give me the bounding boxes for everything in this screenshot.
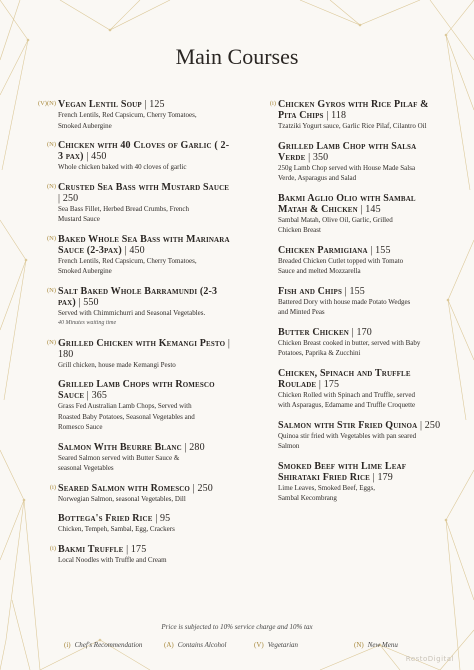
menu-item: [34, 544, 230, 566]
menu-item: [254, 286, 444, 318]
menu-item-price: | 350: [305, 151, 329, 163]
menu-item-name: [58, 286, 230, 308]
menu-item-description: Romesco Sauce: [58, 423, 103, 431]
dish-name: Salmon with Stir Fried Quinoa: [278, 419, 418, 431]
dish-name: Bottega's Fried Rice: [58, 513, 153, 524]
dish-name: Grilled Lamb Chops with Romesco Sauce: [58, 379, 215, 401]
dish-name: Fish and Chips: [278, 285, 342, 297]
price-value: 145: [365, 203, 381, 215]
menu-item-price: | 550: [75, 296, 99, 308]
menu-item-name: [58, 379, 230, 401]
menu-item-description: 250g Lamb Chop served with House Made Salsa: [278, 163, 416, 172]
menu-item-name: [58, 99, 230, 110]
menu-item-description: Chicken Breast cooked in butter, served with Baby: [278, 338, 421, 347]
page-title: Main Courses: [175, 44, 299, 69]
menu-item-description: Seared Salmon served with Butter Sauce &: [58, 453, 180, 462]
dish-name: Bakmi Aglio Olio with Sambal Matah & Chicken: [278, 192, 416, 215]
menu-item-marker: (V)(N): [37, 100, 56, 107]
right-menu-column: [254, 99, 444, 513]
menu-item-name: [278, 141, 444, 163]
menu-item-description: seasonal Vegetables: [58, 464, 114, 472]
menu-item: [254, 420, 444, 452]
menu-item-description: Smoked Aubergine: [58, 267, 112, 275]
menu-item-description: Chicken, Tempeh, Sambal, Egg, Crackers: [58, 525, 175, 533]
menu-item: [34, 140, 230, 173]
menu-item-description: Quinoa stir fried with Vegetables with pan seared: [278, 431, 417, 440]
price-value: 280: [189, 441, 205, 453]
menu-item: [34, 338, 230, 371]
menu-item-marker: (i): [269, 100, 276, 107]
menu-item: [34, 99, 230, 131]
vegetarian-icon: (V): [254, 641, 264, 649]
chef-recommendation-icon: (i): [64, 641, 71, 649]
dish-name: Salt Baked Whole Barramundi: [58, 285, 198, 297]
menu-item-name: [58, 338, 230, 360]
price-value: 170: [356, 326, 372, 338]
menu-item-marker: (i): [49, 483, 56, 491]
menu-item-price: | 250: [58, 192, 79, 204]
menu-item: [34, 513, 230, 535]
menu-item: [34, 483, 230, 505]
menu-item-price: | 450: [83, 151, 107, 162]
dish-name: Chicken with 40 Cloves of Garlic: [58, 140, 212, 151]
menu-item-description: French Lentils, Red Capsicum, Cherry Tomatoes,: [58, 256, 197, 265]
menu-item-price: | 175: [123, 543, 147, 555]
menu-item-price: | 118: [323, 110, 347, 121]
dish-name: Crusted Sea Bass with Mustard Sauce: [58, 181, 230, 193]
menu-item: [254, 327, 444, 359]
menu-item: [254, 368, 444, 411]
menu-item-name: [278, 420, 444, 431]
menu-item-description: Verde, Asparagus and Salad: [278, 174, 357, 182]
dish-name: Seared Salmon with Romesco: [58, 482, 191, 494]
menu-item-description: Mustard Sauce: [58, 215, 100, 223]
menu-item-price: | 179: [369, 471, 393, 483]
menu-item-name: [58, 513, 230, 524]
menu-item-name: [278, 99, 444, 121]
price-value: 155: [375, 244, 391, 256]
menu-item-name: [58, 442, 230, 453]
menu-item-marker: (N): [46, 234, 56, 242]
alcohol-icon: (A): [164, 641, 174, 649]
legend-contains-alcohol: (A) Contains Alcohol: [164, 641, 227, 649]
menu-item-description: French Lentils, Red Capsicum, Cherry Tomatoes,: [58, 111, 197, 119]
menu-item-description: Sambal Matah, Olive Oil, Garlic, Grilled: [278, 215, 393, 224]
menu-item-price: | 170: [349, 326, 372, 338]
menu-item-description: Sambal Kecombrang: [278, 494, 337, 502]
menu-item-name: [58, 234, 230, 256]
dish-name: Butter Chicken: [278, 326, 350, 338]
menu-item-description: Breaded Chicken Cutlet topped with Tomato: [278, 256, 404, 265]
menu-item-marker: (i): [49, 544, 56, 552]
menu-item-description: Grill chicken, house made Kemangi Pesto: [58, 360, 176, 369]
menu-item-description: with Asparagus, Edamame and Truffle Croquette: [278, 401, 416, 409]
menu-item-description: Sauce and melted Mozzarella: [278, 267, 361, 275]
dish-portion: (2-3 pax): [58, 285, 218, 308]
menu-item-price: | 280: [181, 441, 205, 453]
dish-name: Bakmi Truffle: [58, 543, 124, 555]
legend-chef-recommendation: (i) Chef's Recommendation: [64, 641, 143, 649]
menu-item-description: Sea Bass Fillet, Herbed Bread Crumbs, French: [58, 204, 190, 213]
menu-item-name: [278, 286, 444, 297]
menu-item: [34, 234, 230, 277]
menu-item-description: Grass Fed Australian Lamb Chops, Served with: [58, 402, 192, 410]
menu-item-price: | 95: [152, 513, 171, 524]
dish-name: Chicken, Spinach and Truffle Roulade: [278, 367, 411, 390]
menu-item: [254, 99, 444, 132]
menu-item: [254, 141, 444, 184]
menu-item: [34, 286, 230, 329]
menu-item-description: Chicken Rolled with Spinach and Truffle, served: [278, 390, 415, 399]
menu-item-price: | 175: [316, 378, 340, 390]
new-menu-icon: (N): [354, 641, 364, 649]
waiting-time-note: 40 Minutes waiting time: [58, 320, 117, 326]
menu-item-marker: (N): [46, 286, 56, 294]
menu-item-description: Local Noodles with Truffle and Cream: [58, 555, 167, 564]
menu-item-description: Roasted Baby Potatoes, Seasonal Vegetables and: [58, 412, 195, 421]
menu-item-price: | 365: [84, 390, 108, 401]
menu-item: [34, 182, 230, 225]
menu-item-marker: (N): [46, 338, 56, 346]
menu-item-description: Served with Chimmichurri and Seasonal Vegetables.: [58, 308, 206, 317]
price-value: 350: [312, 151, 329, 163]
service-charge-note: Price is subjected to 10% service charge and 10% tax: [161, 623, 313, 631]
dish-name: Smoked Beef with Lime Leaf Shirataki Fried Rice: [278, 460, 407, 483]
menu-item-marker: (N): [46, 182, 56, 190]
price-value: 450: [91, 151, 107, 162]
price-value: 450: [129, 244, 145, 256]
price-value: 175: [323, 378, 340, 390]
price-value: 118: [331, 110, 347, 121]
menu-item-price: | 250: [190, 482, 213, 494]
menu-item-price: | 450: [121, 244, 145, 256]
price-value: 180: [58, 348, 74, 360]
legend-vegetarian: (V) Vegetarian: [254, 641, 299, 649]
price-value: 250: [197, 482, 213, 494]
menu-item-name: [278, 245, 444, 256]
left-menu-column: [34, 99, 230, 574]
menu-item: [34, 442, 230, 474]
menu-item-description: Smoked Aubergine: [58, 121, 112, 130]
menu-item-name: [278, 327, 444, 338]
menu-item-name: [278, 461, 444, 483]
menu-item: [254, 245, 444, 277]
price-value: 95: [160, 513, 171, 524]
menu-item-name: [58, 544, 230, 555]
menu-item-description: Tzatziki Yogurt sauce, Garlic Rice Pilaf, Cilantro Oil: [278, 122, 427, 130]
menu-item-description: Salmon: [278, 442, 300, 450]
menu-item-price: | 155: [367, 244, 391, 256]
menu-item-description: Lime Leaves, Smoked Beef, Eggs,: [278, 483, 376, 492]
menu-item-description: Chicken Breast: [278, 226, 321, 234]
price-value: 179: [377, 471, 393, 483]
dish-name: Grilled Lamb Chop with Salsa Verde: [278, 140, 417, 163]
menu-item-marker: (N): [46, 141, 56, 148]
menu-item-name: [58, 483, 230, 494]
watermark-logo: RestoDigital: [405, 655, 454, 663]
menu-item-name: [58, 182, 230, 204]
menu-item-price: | 125: [141, 99, 165, 110]
menu-item-price: | 250: [417, 419, 441, 431]
menu-item: [254, 461, 444, 504]
dish-name: Baked Whole Sea Bass with Marinara Sauce (2-3pax): [58, 233, 230, 256]
menu-item-price: | 145: [357, 203, 381, 215]
dish-name: Chicken Gyros with Rice Pilaf & Pita Chips: [278, 99, 429, 121]
dish-name: Vegan Lentil Soup: [58, 99, 142, 110]
menu-item-description: Whole chicken baked with 40 cloves of garlic: [58, 163, 187, 171]
menu-item-price: | 155: [342, 285, 365, 297]
menu-item: [34, 379, 230, 433]
menu-item-description: Battered Dory with house made Potato Wedges: [278, 297, 411, 306]
menu-item-description: Norwegian Salmon, seasonal Vegetables, Dill: [58, 494, 186, 503]
price-value: 250: [62, 192, 79, 204]
legend-new-menu: (N) New Menu: [354, 641, 398, 649]
menu-item-name: [58, 140, 230, 162]
menu-item-name: [278, 368, 444, 390]
menu-item-name: [278, 193, 444, 215]
dish-name: Grilled Chicken with Kemangi Pesto: [58, 337, 226, 349]
dish-name: Salmon With Beurre Blanc: [58, 441, 182, 453]
price-value: 155: [349, 285, 365, 297]
menu-item: [254, 193, 444, 236]
price-value: 125: [149, 99, 165, 110]
price-value: 550: [83, 296, 99, 308]
price-value: 175: [130, 543, 147, 555]
dish-name: Chicken Parmigiana: [278, 244, 368, 256]
dish-portion: ( 2-3 pax): [58, 140, 230, 162]
price-value: 365: [91, 390, 108, 401]
price-value: 250: [424, 419, 441, 431]
menu-item-description: and Minted Peas: [278, 308, 325, 316]
menu-item-price: | 180: [58, 337, 230, 360]
menu-item-description: Potatoes, Paprika & Zucchini: [278, 349, 361, 357]
